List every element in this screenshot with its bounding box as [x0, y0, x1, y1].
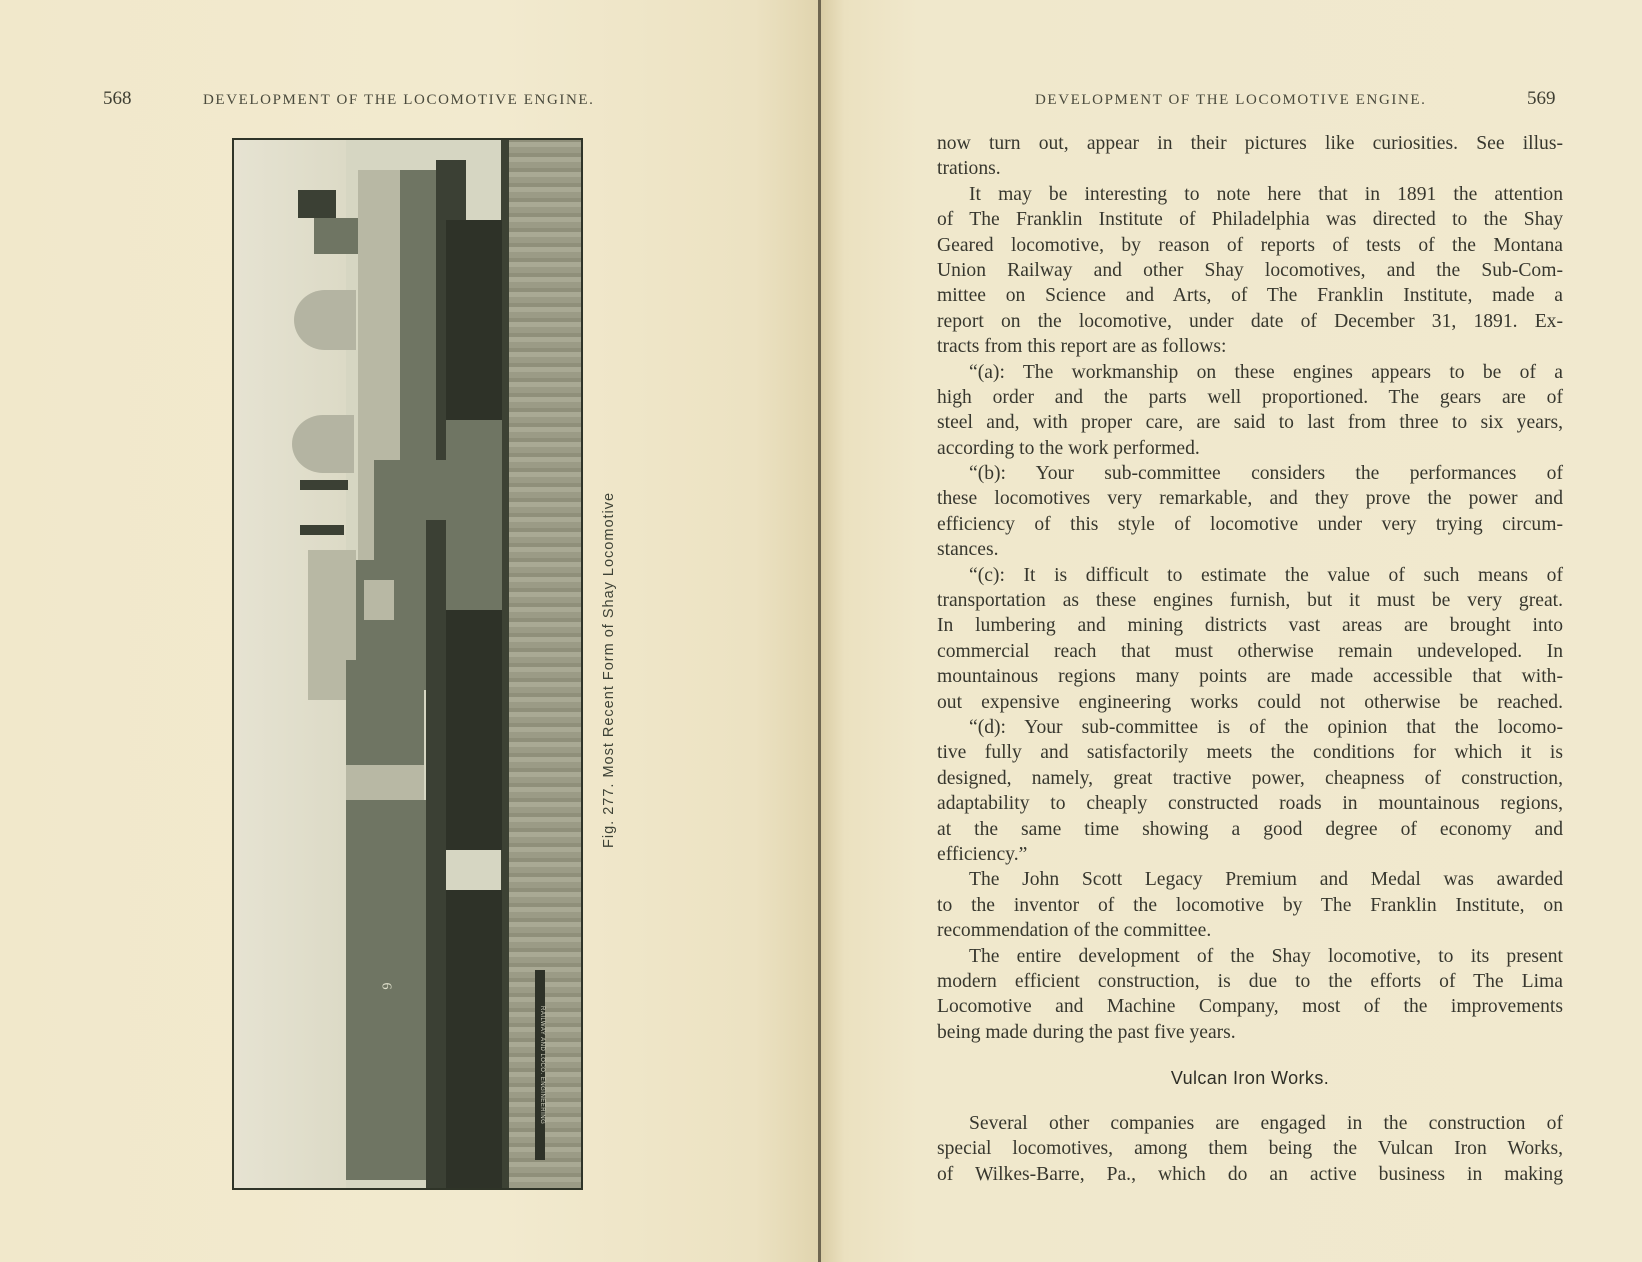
text-line: adaptability to cheaply constructed roads in mountainous regions, — [937, 793, 1563, 815]
left-page-number: 568 — [103, 88, 132, 109]
book-spine — [818, 0, 821, 1262]
steam-dome-shape — [292, 415, 354, 473]
text-line: transportation as these engines furnish, but it must be very great. — [937, 590, 1563, 612]
whistle-shape — [300, 525, 344, 535]
plate-rail — [501, 140, 509, 1188]
tender-number: 6 — [378, 982, 394, 990]
text-line: according to the work performed. — [937, 437, 1200, 459]
text-line: It may be interesting to note here that in 1891 the attention — [969, 183, 1563, 205]
text-line: efficiency.” — [937, 843, 1028, 865]
text-line: recommendation of the committee. — [937, 920, 1212, 942]
text-line: mittee on Science and Arts, of The Franklin Institute, made a — [937, 285, 1563, 307]
text-line: “(d): Your sub-committee is of the opinion that the locomo- — [969, 716, 1563, 738]
text-line: of The Franklin Institute of Philadelphia was directed to the Shay — [937, 209, 1563, 231]
right-page-number: 569 — [1527, 88, 1556, 109]
fuel-bunker-shape — [346, 660, 424, 770]
text-line: Several other companies are engaged in the construction of — [969, 1113, 1563, 1134]
text-line: trations. — [937, 158, 1001, 180]
plate-credit-label: RAILWAY AND LOCO. ENGINEERING — [535, 970, 545, 1160]
text-line: of Wilkes-Barre, Pa., which do an active business in making — [937, 1163, 1563, 1185]
text-line: tive fully and satisfactorily meets the conditions for which it is — [937, 742, 1563, 764]
text-line: In lumbering and mining districts vast areas are brought into — [937, 615, 1563, 637]
figure-caption: Fig. 277. Most Recent Form of Shay Locomotive — [601, 491, 617, 848]
middle-truck-shape — [446, 610, 502, 850]
cab-window-shape — [364, 580, 394, 620]
text-line: being made during the past five years. — [937, 1021, 1236, 1043]
text-line: efficiency of this style of locomotive under very trying circum- — [937, 513, 1563, 535]
rear-truck-shape — [446, 890, 502, 1190]
text-line: stances. — [937, 539, 999, 561]
tender-top-shape — [346, 765, 424, 805]
body-text — [937, 131, 1563, 1045]
text-line: tracts from this report are as follows: — [937, 336, 1227, 358]
text-line: high order and the parts well proportioned. The gears are of — [937, 386, 1563, 408]
text-line: Union Railway and other Shay locomotives, and the Sub-Com- — [937, 259, 1563, 281]
section-heading: Vulcan Iron Works. — [1170, 1068, 1330, 1088]
text-line: mountainous regions many points are made accessible that with- — [937, 666, 1563, 688]
section-body-text — [937, 1111, 1563, 1187]
text-line: modern efficient construction, is due to the efforts of The Lima — [937, 970, 1563, 992]
text-line: report on the locomotive, under date of December 31, 1891. Ex- — [937, 310, 1563, 332]
driveshaft-shape — [446, 420, 502, 610]
figure-plate-shay-locomotive — [232, 138, 583, 1190]
text-line: designed, namely, great tractive power, cheapness of construction, — [937, 767, 1563, 789]
text-line: steel and, with proper care, are said to last from three to six years, — [937, 412, 1563, 434]
text-line: out expensive engineering works could not otherwise be reached. — [937, 691, 1563, 713]
text-line: special locomotives, among them being the Vulcan Iron Works, — [937, 1138, 1563, 1160]
plate-ground — [509, 140, 581, 1188]
text-line: these locomotives very remarkable, and they prove the power and — [937, 488, 1563, 510]
text-line: to the inventor of the locomotive by The Franklin Institute, on — [937, 894, 1563, 916]
text-line: The entire development of the Shay locomotive, to its present — [969, 945, 1563, 967]
text-line: commercial reach that must otherwise remain undeveloped. In — [937, 640, 1563, 662]
frame-shape — [426, 520, 446, 1190]
smokestack-shape — [314, 218, 358, 254]
text-line: “(c): It is difficult to estimate the value of such means of — [969, 564, 1563, 586]
sand-dome-shape — [294, 290, 356, 350]
headlight-shape — [298, 190, 336, 218]
text-line: Geared locomotive, by reason of reports of tests of the Montana — [937, 234, 1563, 256]
text-line: now turn out, appear in their pictures like curiosities. See illus- — [937, 133, 1563, 154]
text-line: “(a): The workmanship on these engines appears to be of a — [969, 361, 1563, 383]
front-truck-shape — [446, 220, 502, 420]
text-line: Locomotive and Machine Company, most of the improvements — [937, 996, 1563, 1018]
left-page — [0, 0, 820, 1262]
text-line: “(b): Your sub-committee considers the performances of — [969, 463, 1563, 485]
text-line: The John Scott Legacy Premium and Medal was awarded — [969, 869, 1563, 891]
right-running-head: DEVELOPMENT OF THE LOCOMOTIVE ENGINE. — [1035, 92, 1427, 108]
bell-shape — [300, 480, 348, 490]
tender-tank-shape — [346, 800, 426, 1180]
text-line: at the same time showing a good degree of economy and — [937, 818, 1563, 840]
left-running-head: DEVELOPMENT OF THE LOCOMOTIVE ENGINE. — [203, 92, 595, 108]
